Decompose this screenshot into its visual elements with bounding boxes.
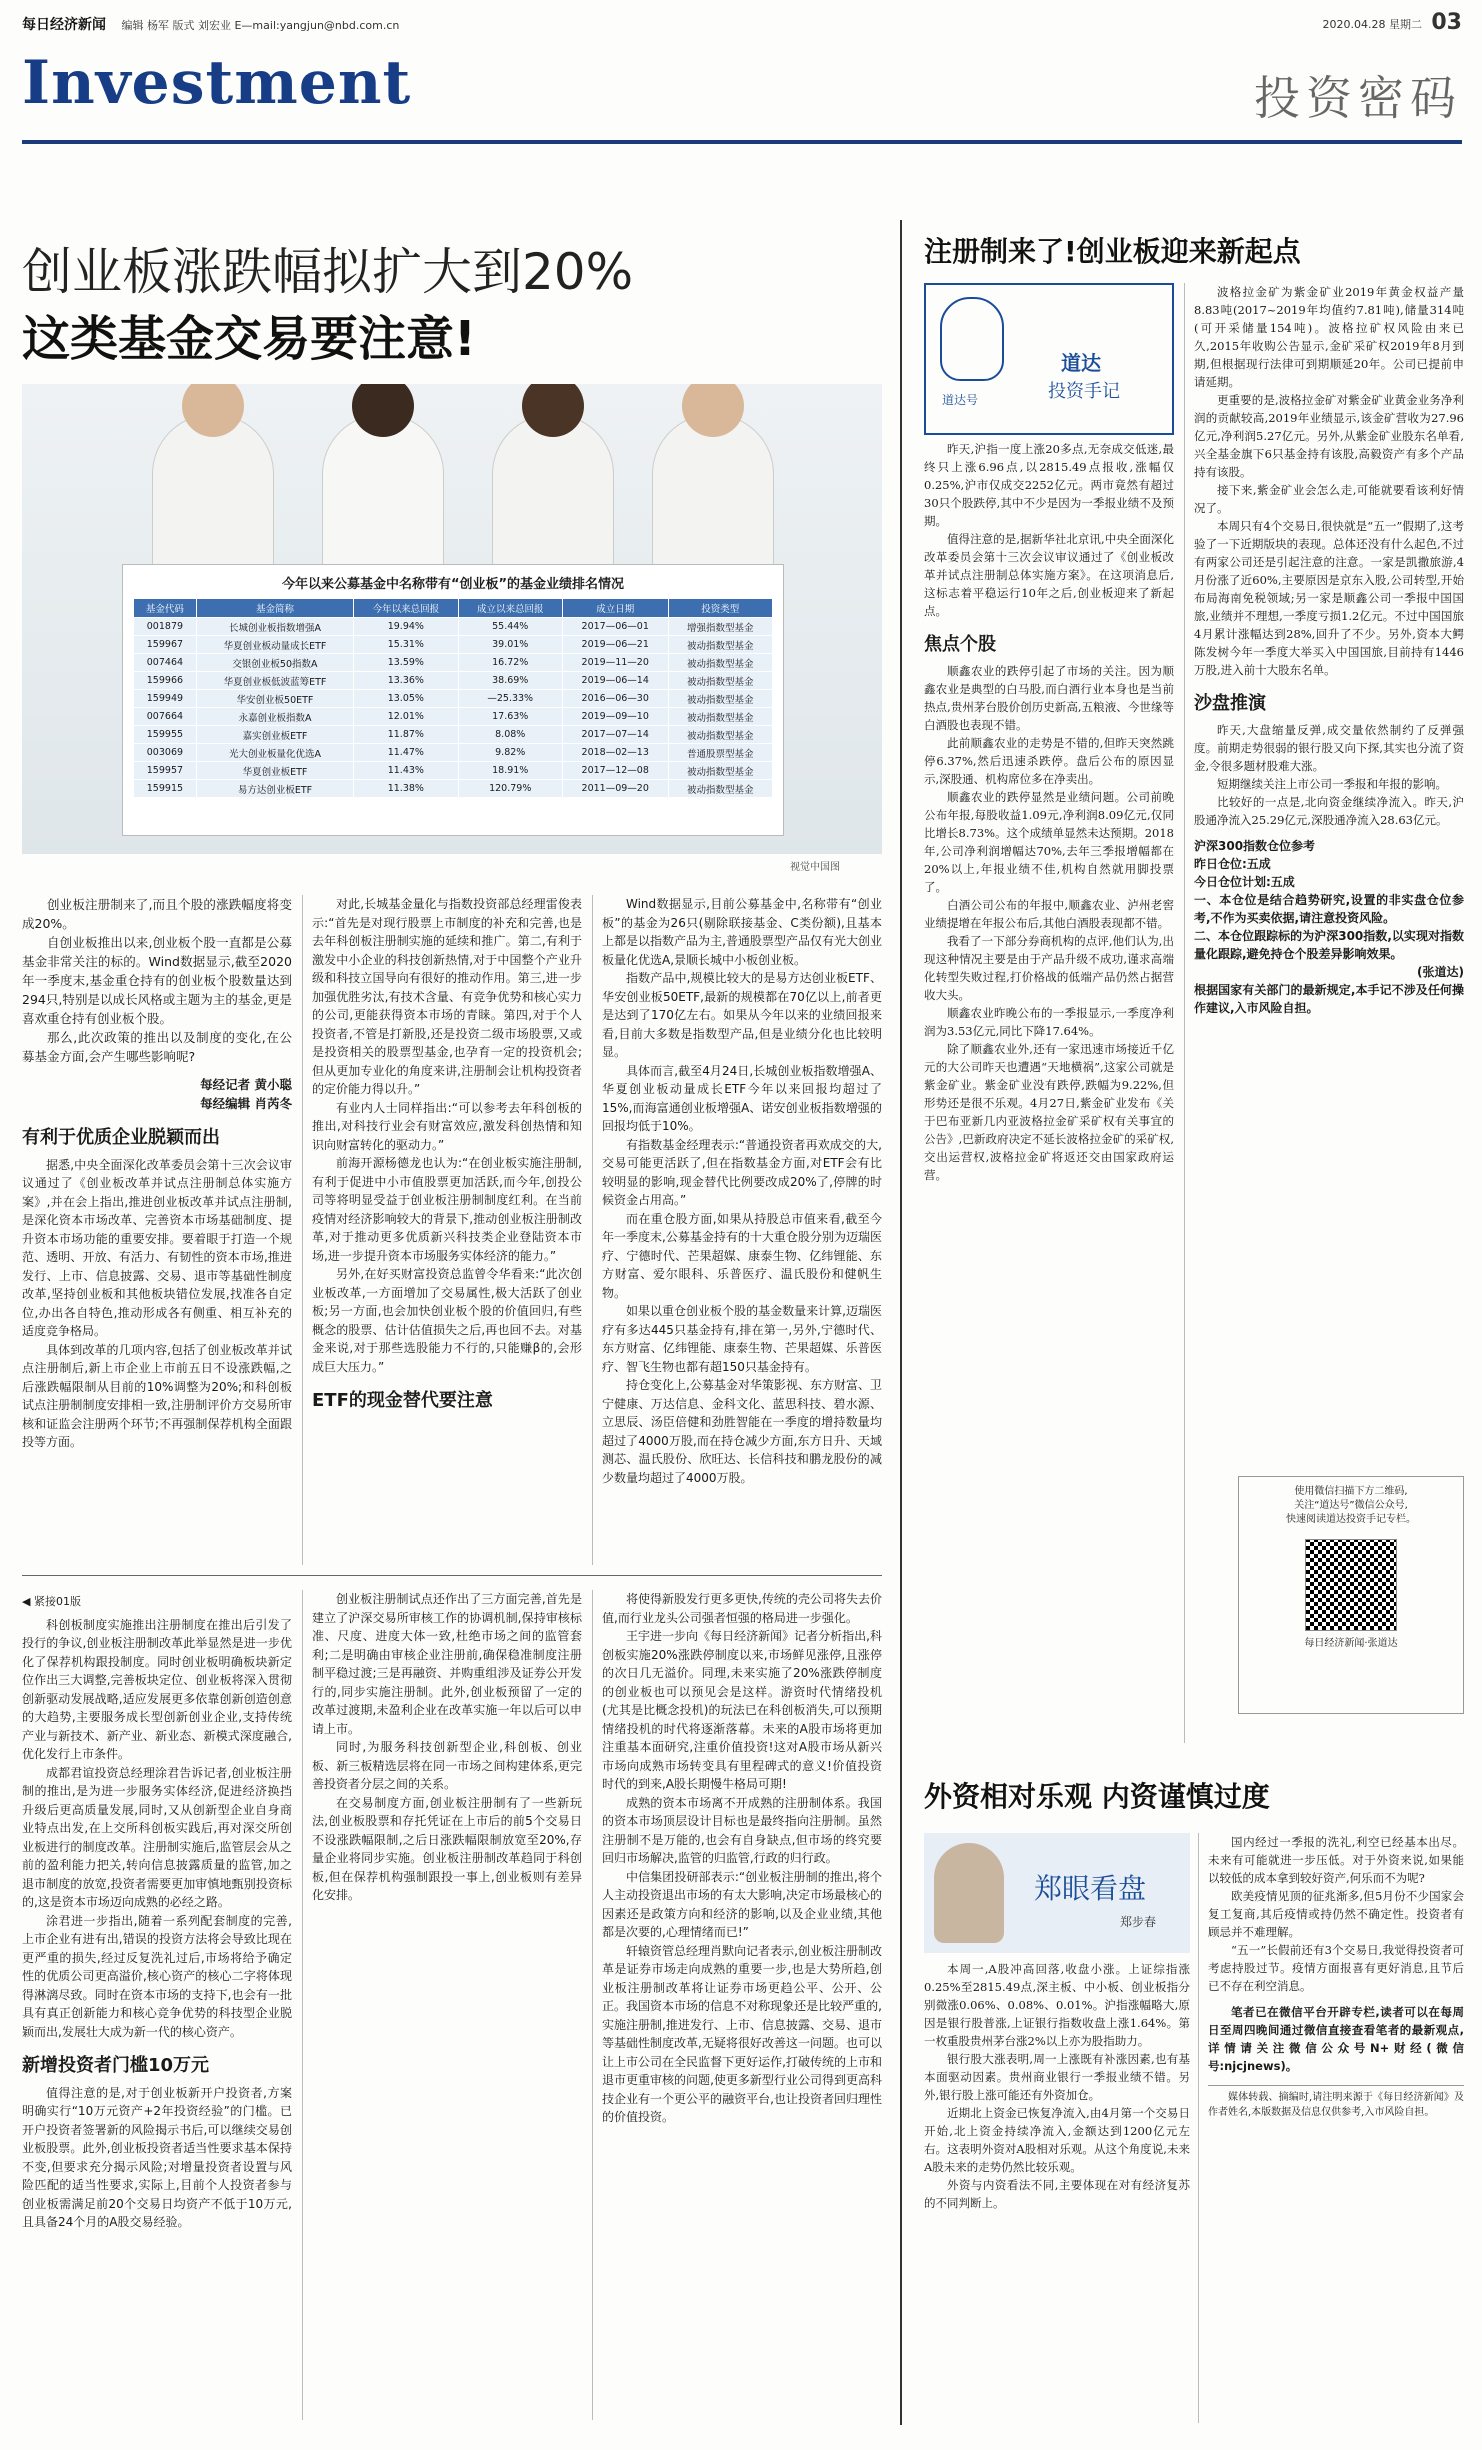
table-cell: 007664	[134, 708, 197, 726]
section-title-cn: 投资密码	[1254, 71, 1462, 125]
column-name-2: 郑眼看盘	[1034, 1872, 1147, 1905]
table-cell: 2019—09—10	[562, 708, 668, 726]
masthead	[22, 40, 1462, 144]
top-bar	[22, 10, 1462, 36]
body-paragraph: 中信集团投研部表示:“创业板注册制的推出,将个人主动投资退出市场的有太大影响,决定市场最核心的因素还是政策方向和经济的影响,以及企业业绩,其他都是次要的,心理情绪而已!”	[602, 1869, 882, 1939]
table-cell: 15.31%	[354, 636, 458, 654]
table-cell: 2017—12—08	[562, 762, 668, 780]
table-cell: 2019—06—14	[562, 672, 668, 690]
subhead-focus: 焦点个股	[924, 634, 996, 655]
body-paragraph: 银行股大涨表明,周一上涨既有补涨因素,也有基本面驱动因素。贵州商业银行一季报业绩不错。另外,银行股上涨可能还有外资加仓。	[924, 2052, 1190, 2102]
body-paragraph: 短期继续关注上市公司一季报和年报的影响。	[1217, 777, 1447, 791]
editor-info: 编辑 杨军 版式 刘宏业 E—mail:yangjun@nbd.com.cn	[121, 19, 400, 32]
table-cell: 18.91%	[458, 762, 562, 780]
right-column-b	[1194, 283, 1464, 1017]
table-cell: 11.47%	[354, 744, 458, 762]
table-cell: 2011—09—20	[562, 780, 668, 798]
body-paragraph: 涂君进一步指出,随着一系列配套制度的完善,上市企业有进有出,错误的投资方法将会导致比现在更严重的损失,经过反复洗礼过后,市场将给予确定性的优质公司更高溢价,核心资产的核心二字将体现得淋漓尽致。同时在资本市场的支持下,也会有一批具有真正创新能力和核心竞争优势的科技型企业脱颖而出,发展壮大成为新一代的核心资产。	[22, 1913, 292, 2039]
column-divider	[1184, 283, 1185, 1743]
body-paragraph: 轩辕资管总经理肖默向记者表示,创业板注册制改革是证券市场走向成熟的重要一步,也是大势所趋,创业板注册制改革将让证券市场更趋公平、公开、公正。我国资本市场的信息不对称现象还是比较严重的,实施注册制,推进发行、上市、信息披露、交易、退市等基础性制度改革,无疑将很好改善这一问题。也可以让上市公司在全民监督下更好运作,打破传统的上市和退市更重审核的问题,使更多新型行业公司得到更高科技企业有一个更公平的融资平台,也让投资者回归理性的价值投资。	[602, 1943, 882, 2124]
table-cell: 001879	[134, 618, 197, 636]
body-paragraph: 据悉,中央全面深化改革委员会第十三次会议审议通过了《创业板改革并试点注册制总体实施方案》,并在会上指出,推进创业板改革并试点注册制,是深化资本市场改革、完善资本市场基础制度、提升资本市场功能的重要安排。要着眼于打造一个规范、透明、开放、有活力、有韧性的资本市场,推进发行、上市、信息披露、交易、退市等基础性制度改革,坚持创业板和其他板块错位发展,找准各自定位,办出各自特色,推动形成各有侧重、相互补充的适度竞争格局。	[22, 1157, 292, 1338]
table-cell: 华夏创业板低波蓝筹ETF	[196, 672, 353, 690]
body-paragraph: “五一”长假前还有3个交易日,我觉得投资者可考虑持股过节。疫情方面报喜有更好消息,且节后已不存在利空消息。	[1208, 1943, 1464, 1993]
body-paragraph: 顺鑫农业的跌停显然是业绩问题。公司前晚公布年报,每股收益1.09元,净利润8.09亿元,仅同比增长8.73%。这个成绩单显然未达预期。2018年,公司净利润增幅达70%,去年三季报增幅都在20%以上,年报业绩不佳,机构自然就用脚投票了。	[924, 790, 1174, 894]
body-paragraph: 具体而言,截至4月24日,长城创业板指数增强A、华夏创业板动量成长ETF今年以来回报均超过了15%,而海富通创业板增强A、诺安创业板指数增强的回报均低于10%。	[602, 1063, 882, 1133]
table-row	[134, 708, 773, 726]
table-cell: 159955	[134, 726, 197, 744]
issue-date: 2020.04.28 星期二	[1322, 18, 1422, 31]
body-paragraph: 将使得新股发行更多更快,传统的壳公司将失去价值,而行业龙头公司强者恒强的格局进一步强化。	[602, 1592, 882, 1625]
table-cell: 16.72%	[458, 654, 562, 672]
table-header: 成立日期	[562, 599, 668, 618]
table-cell: 159915	[134, 780, 197, 798]
logo-small-text: 道达号	[942, 393, 979, 407]
fund-table-board	[122, 564, 784, 836]
table-cell: 17.63%	[458, 708, 562, 726]
body-paragraph: 同时,为服务科技创新型企业,科创板、创业板、新三板精选层将在同一市场之间构建体系,更完善投资者分层之间的关系。	[312, 1740, 582, 1791]
photo-credit: 视觉中国图	[790, 862, 840, 873]
body-paragraph: 值得注意的是,对于创业板新开户投资者,方案明确实行“10万元资产+2年投资经验”的门槛。已开户投资者签署新的风险揭示书后,可以继续交易创业板股票。此外,创业板投资者适当性要求基本保持不变,但要求充分揭示风险;对增量投资者设置与风险匹配的适当性要求,实际上,目前个人投资者参与创业板需满足前20个交易日均资产不低于10万元,且具备24个月的A股交易经验。	[22, 2085, 292, 2229]
column-divider	[592, 895, 593, 1565]
body-paragraph: 而在重仓股方面,如果从持股总市值来看,截至今年一季度末,公募基金持有的十大重仓股分别为迈瑞医疗、宁德时代、芒果超媒、康泰生物、亿纬锂能、东方财富、爱尔眼科、乐普医疗、温氏股份和健帆生物。	[602, 1211, 882, 1300]
body-paragraph: 昨天,大盘缩量反弹,成交量依然制约了反弹强度。前期走势很弱的银行股又向下探,其实也分流了资金,令很多题材股难大涨。	[1194, 723, 1464, 773]
table-cell: 交银创业板50指数A	[196, 654, 353, 672]
body-paragraph: 成熟的资本市场离不开成熟的注册制体系。我国的资本市场顶层设计目标也是最终指向注册制。虽然注册制不是万能的,也会有自身缺点,但市场的终究要回归市场解决,监管的归监管,行政的归行政。	[602, 1795, 882, 1865]
column-logo-zheng	[924, 1833, 1190, 1953]
body-paragraph: 昨天,沪指一度上涨20多点,无奈成交低迷,最终只上涨6.96点,以2815.49点报收,涨幅仅0.25%,沪市仅成交2252亿元。两市竟然有超过30只个股跌停,其中不少是因为一季报业绩不及预期。	[924, 442, 1174, 528]
table-cell: 2018—02—13	[562, 744, 668, 762]
table-cell: 增强指数型基金	[668, 618, 772, 636]
table-cell: 华安创业板50ETF	[196, 690, 353, 708]
table-cell: 2019—06—21	[562, 636, 668, 654]
table-cell: —25.33%	[458, 690, 562, 708]
column-author-2: 郑步春	[1120, 1915, 1157, 1929]
column-logo-daoda	[924, 283, 1174, 435]
table-row	[134, 672, 773, 690]
body-paragraph: 在交易制度方面,创业板注册制有了一些新玩法,创业板股票和存托凭证在上市后的前5个交易日不设涨跌幅限制,之后日涨跌幅限制放宽至20%,存量企业将同步实施。创业板注册制改革趋同于科创板,但在保荐机构强制跟投一事上,创业板则有差异化安排。	[312, 1795, 582, 1902]
body-paragraph: 顺鑫农业昨晚公布的一季报显示,一季度净利润为3.53亿元,同比下降17.64%。	[924, 1006, 1174, 1038]
table-cell: 13.59%	[354, 654, 458, 672]
table-cell: 被动指数型基金	[668, 654, 772, 672]
body-paragraph: 顺鑫农业的跌停引起了市场的关注。因为顺鑫农业是典型的白马股,而白酒行业本身也是当前热点,贵州茅台股价创历史新高,五粮液、今世缘等白酒股也表现不错。	[924, 664, 1174, 732]
table-cell: 55.44%	[458, 618, 562, 636]
table-cell: 159957	[134, 762, 197, 780]
table-cell: 8.08%	[458, 726, 562, 744]
table-cell: 被动指数型基金	[668, 708, 772, 726]
body-paragraph: 波格拉金矿为紫金矿业2019年黄金权益产量8.83吨(2017~2019年均值约7.81吨),储量314吨(可开采储量154吨)。波格拉矿权风险由来已久,2015年收购公告显示,金矿采矿权2019年8月到期,但根据现行法律可到期顺延20年。公司已提前申请延期。	[1194, 285, 1464, 389]
position-reference	[1194, 837, 1464, 1017]
column-divider	[302, 895, 303, 1565]
right-column-a	[924, 440, 1174, 1184]
position-note-2: 二、本仓位跟踪标的为沪深300指数,以实现对指数量化跟踪,避免持仓个股差异影响效果。	[1194, 929, 1464, 961]
table-cell: 光大创业板量化优选A	[196, 744, 353, 762]
body-paragraph: 近期北上资金已恢复净流入,由4月第一个交易日开始,北上资金持续净流入,金额达到1200亿元左右。这表明外资对A股相对乐观。从这个角度说,未来A股未来的走势仍然比较乐观。	[924, 2106, 1190, 2174]
table-row	[134, 636, 773, 654]
author-portrait-icon	[940, 297, 1004, 381]
reporter-name: 每经记者 黄小聪	[200, 1077, 292, 1092]
column-name: 投资手记	[1048, 381, 1120, 402]
body-paragraph: 值得注意的是,据新华社北京讯,中央全面深化改革委员会第十三次会议审议通过了《创业板改革并试点注册制总体实施方案》。在这项消息后,这标志着平稳运行10年之后,创业板迎来了新起点。	[924, 532, 1174, 618]
right-column-d	[1208, 1833, 1464, 2120]
article-column-3	[602, 895, 882, 1487]
article-column-2	[312, 895, 582, 1419]
body-paragraph: 国内经过一季报的洗礼,利空已经基本出尽。未来有可能就进一步压低。对于外资来说,如果能以较低的成本拿到较好资产,何乐而不为呢?	[1208, 1835, 1464, 1885]
body-paragraph: 更重要的是,波格拉金矿对紫金矿业黄金业务净利润的贡献较高,2019年业绩显示,该金矿营收为27.96亿元,净利润5.27亿元。另外,从紫金矿业股东名单看,兴全基金旗下6只基金持有该股,高毅资产有多个产品持有该股。	[1194, 393, 1464, 479]
page-divider	[900, 220, 902, 2425]
column-author: 道达	[1061, 351, 1101, 375]
table-cell: 易方达创业板ETF	[196, 780, 353, 798]
article-column-4	[22, 1585, 292, 2232]
table-cell: 11.43%	[354, 762, 458, 780]
body-paragraph: 比较好的一点是,北向资金继续净流入。昨天,沪股通净流入25.29亿元,深股通净流入28.63亿元。	[1194, 795, 1464, 827]
body-paragraph: 此前顺鑫农业的走势是不错的,但昨天突然跳停6.37%,然后迅速杀跌停。盘后公布的原因显示,深股通、机构席位多在净卖出。	[924, 736, 1174, 786]
table-cell: 永嘉创业板指数A	[196, 708, 353, 726]
body-paragraph: 欧美疫情见顶的征兆渐多,但5月份不少国家会复工复商,其后疫情或持仍然不确定性。投资者有顾忌并不难理解。	[1208, 1889, 1464, 1939]
table-cell: 普通股票型基金	[668, 744, 772, 762]
body-paragraph: 有业内人士同样指出:“可以参考去年科创板的推出,对科技行业会有财富效应,激发科创热情和知识向财富转化的驱动力。”	[312, 1100, 582, 1152]
right-headline: 注册制来了!创业板迎来新起点	[924, 235, 1301, 268]
fund-table	[133, 598, 773, 798]
page-number: 03	[1431, 10, 1462, 35]
column-divider	[302, 1590, 303, 2420]
table-cell: 长城创业板指数增强A	[196, 618, 353, 636]
body-paragraph: 另外,在好买财富投资总监曾令华看来:“此次创业板改革,一方面增加了交易属性,极大活跃了创业板;另一方面,也会加快创业板个股的价值回归,有些概念的股票、估计估值损失之后,再也回不去。对基金来说,对于那些选股能力不行的,只能赚β的,会形成巨大压力。”	[312, 1267, 582, 1374]
author-photo-icon	[934, 1843, 1004, 1943]
table-cell: 2016—06—30	[562, 690, 668, 708]
editor-name: 每经编辑 肖芮冬	[200, 1095, 292, 1111]
table-cell: 39.01%	[458, 636, 562, 654]
qr-code-icon[interactable]	[1305, 1539, 1397, 1631]
fund-table-title: 今年以来公募基金中名称带有“创业板”的基金业绩排名情况	[281, 577, 625, 592]
qr-code-box	[1238, 1476, 1464, 1714]
table-cell: 159967	[134, 636, 197, 654]
table-cell: 被动指数型基金	[668, 780, 772, 798]
headline-main: 创业板涨跌幅拟扩大到20%	[22, 243, 634, 301]
table-cell: 159966	[134, 672, 197, 690]
article-column-5	[312, 1590, 582, 1905]
subhead-sandbox: 沙盘推演	[1194, 693, 1266, 714]
qr-text-3: 快速阅读道达投资手记专栏。	[1286, 1514, 1416, 1525]
position-signature: (张道达)	[1417, 965, 1464, 979]
position-today: 今日仓位计划:五成	[1194, 875, 1295, 889]
newspaper-brand: 每日经济新闻	[22, 17, 106, 33]
column-divider	[592, 1590, 593, 2420]
body-paragraph: 如果以重仓创业板个股的基金数量来计算,迈瑞医疗有多达445只基金持有,排在第一,另外,宁德时代、东方财富、亿纬锂能、康泰生物、芒果超媒、乐普医疗、智飞生物也都有超150只基金持有。	[602, 1304, 882, 1374]
lead-paragraph-2: 自创业板推出以来,创业板个股一直都是公募基金非常关注的标的。Wind数据显示,截至2020年一季度末,基金重仓持有的创业板个股数量达到294只,特别是以成长风格或主题为主的基金,更是喜欢重仓持有创业板个股。	[22, 935, 292, 1026]
table-cell: 007464	[134, 654, 197, 672]
table-cell: 120.79%	[458, 780, 562, 798]
table-header: 投资类型	[668, 599, 772, 618]
table-cell: 2017—07—14	[562, 726, 668, 744]
qr-text-2: 关注“道达号”微信公众号,	[1294, 1500, 1408, 1511]
subhead-1: 有利于优质企业脱颖而出	[22, 1127, 220, 1148]
table-cell: 被动指数型基金	[668, 762, 772, 780]
body-paragraph: 前海开源杨德龙也认为:“在创业板实施注册制,有利于促进中小市值股票更加活跃,而今年,创投公司等将明显受益于创业板注册制制度红利。在当前疫情对经济影响较大的背景下,推动创业板注册制改革,对于推动更多优质新兴科技类企业登陆资本市场,进一步提升资本市场服务实体经济的能力。”	[312, 1156, 582, 1263]
table-row	[134, 780, 773, 798]
body-paragraph: 外资与内资看法不同,主要体现在对有经济复苏的不同判断上。	[924, 2178, 1190, 2210]
continued-tag: ◀ 紧接01版	[22, 1595, 81, 1608]
right-column-c	[924, 1960, 1190, 2212]
table-row	[134, 744, 773, 762]
article-column-1	[22, 895, 292, 1452]
table-header: 基金代码	[134, 599, 197, 618]
table-cell: 13.05%	[354, 690, 458, 708]
position-yesterday: 昨日仓位:五成	[1194, 857, 1271, 871]
table-row	[134, 690, 773, 708]
body-paragraph: 具体到改革的几项内容,包括了创业板改革并试点注册制后,新上市企业上市前五日不设涨跌幅,之后涨跌幅限制从目前的10%调整为20%;和科创板试点注册制制度安排相一致,注册制评价方交易所审核和证监会注册两个环节;不再强制保荐机构全面跟投等方面。	[22, 1342, 292, 1449]
author-note: 笔者已在微信平台开辟专栏,读者可以在每周日至周四晚间通过微信直接查看笔者的最新观点,详情请关注微信公众号N+财经(微信号:njcjnews)。	[1208, 2005, 1464, 2073]
body-paragraph: 对此,长城基金量化与指数投资部总经理雷俊表示:“首先是对现行股票上市制度的补充和完善,也是去年科创板注册制实施的延续和推广。第二,有利于激发中小企业的科技创新热情,对于中国整个产业升级和科技立国导向有很好的推动作用。第三,进一步加强优胜劣汰,有技术含量、有竞争优势和核心实力的公司,更能获得资本市场的青睐。第四,对于个人投资者,不管是打新股,还是投资二级市场股票,又或是投资相关的股票型基金,也孕育一定的投资机会;但从更加专业化的角度来讲,注册制会让机构投资者的定价能力得以升。”	[312, 897, 582, 1096]
body-paragraph: 成都君谊投资总经理涂君告诉记者,创业板注册制的推出,是为进一步服务实体经济,促进经济换挡升级后更高质量发展,同时,又从创新型企业自身商业特点出发,在上交所科创板实践后,再对深交所创业板进行的制度改革。注册制实施后,监管层会从之前的盈利能力把关,转向信息披露质量的监管,加之退市制度的放宽,投资者需要更加审慎地甄别投资标的,这是资本市场迈向成熟的必经之路。	[22, 1765, 292, 1909]
table-header: 今年以来总回报	[354, 599, 458, 618]
table-cell: 被动指数型基金	[668, 636, 772, 654]
table-cell: 159949	[134, 690, 197, 708]
table-cell: 华夏创业板动量成长ETF	[196, 636, 353, 654]
table-cell: 11.38%	[354, 780, 458, 798]
table-cell: 19.94%	[354, 618, 458, 636]
table-cell: 12.01%	[354, 708, 458, 726]
table-row	[134, 654, 773, 672]
section-divider	[22, 1575, 882, 1576]
body-paragraph: 创业板注册制试点还作出了三方面完善,首先是建立了沪深交易所审核工作的协调机制,保持审核标准、尺度、进度大体一致,杜绝市场之间的监管套利;二是明确由审核企业注册前,确保稳准制度注册制平稳过渡;三是再融资、并购重组涉及证券公开发行的,同步实施注册制。此外,创业板预留了一定的改革过渡期,未盈利企业在改革实施一年以后可以申请上市。	[312, 1592, 582, 1736]
body-paragraph: Wind数据显示,目前公募基金中,名称带有“创业板”的基金为26只(剔除联接基金、C类份额),且基本上都是以指数产品为主,普通股票型产品仅有光大创业板量化优选A,景顺长城中小板创业板。	[602, 897, 882, 967]
table-row	[134, 618, 773, 636]
table-cell: 38.69%	[458, 672, 562, 690]
body-paragraph: 接下来,紫金矿业会怎么走,可能就要看该利好情况了。	[1194, 483, 1464, 515]
body-paragraph: 持仓变化上,公募基金对华策影视、东方财富、卫宁健康、万达信息、金科文化、蓝思科技、碧水源、立思辰、汤臣倍健和劲胜智能在一季度的增持数量均超过了4000万股,而在持仓减少方面,东方日升、天域测芯、温氏股份、欣旺达、长信科技和鹏龙股份的减少数量均超过了4000万股。	[602, 1378, 882, 1485]
table-cell: 13.36%	[354, 672, 458, 690]
body-paragraph: 我看了一下部分券商机构的点评,他们认为,出现这种情况主要是由于产品升级不成功,谨求高端化转型失败过程,打价格战的低端产品仍然占据营收大头。	[924, 934, 1174, 1002]
lead-paragraph-3: 那么,此次政策的推出以及制度的变化,在公募基金方面,会产生哪些影响呢?	[22, 1030, 292, 1064]
byline	[22, 1076, 292, 1113]
table-cell: 被动指数型基金	[668, 690, 772, 708]
position-note-1: 一、本仓位是结合趋势研究,设置的非实盘仓位参考,不作为买卖依据,请注意投资风险。	[1194, 893, 1464, 925]
lead-paragraph: 创业板注册制来了,而且个股的涨跌幅度将变成20%。	[22, 897, 292, 931]
body-paragraph: 科创板制度实施推出注册制度在推出后引发了投行的争议,创业板注册制改革此举显然是进一步优化了保荐机构跟投制度。同时创业板明确板块新定位作出三大调整,完善板块定位、创业板将深入贯彻创新驱动发展战略,适应发展更多依靠创新创造创意的大趋势,主要服务成长型创新创业企业,支持传统产业与新技术、新产业、新业态、新模式深度融合,优化发行上市条件。	[22, 1617, 292, 1761]
qr-text-1: 使用微信扫描下方二维码,	[1294, 1486, 1408, 1497]
subhead-3: 新增投资者门槛10万元	[22, 2055, 210, 2076]
table-header: 基金简称	[196, 599, 353, 618]
body-paragraph: 白酒公司公布的年报中,顺鑫农业、泸州老窖业绩提增在年报公布后,其他白酒股表现都不错。	[924, 898, 1174, 930]
table-cell: 被动指数型基金	[668, 672, 772, 690]
table-cell: 2017—06—01	[562, 618, 668, 636]
article-column-6	[602, 1590, 882, 2127]
body-paragraph: 除了顺鑫农业外,还有一家迅速市场接近千亿元的大公司昨天也遭遇“天地横祸”,这家公司就是紫金矿业。紫金矿业没有跌停,跌幅为9.22%,但形势还是很不乐观。4月27日,紫金矿业发布《关于巴布亚新几内亚波格拉金矿采矿权有关事宜的公告》,巴新政府决定不延长波格拉金矿的采矿权,交出运营权,波格拉金矿将返还交由国家政府运营。	[924, 1042, 1174, 1182]
position-disclaimer: 根据国家有关部门的最新规定,本手记不涉及任何操作建议,入市风险自担。	[1194, 983, 1464, 1015]
column-divider	[1198, 1833, 1199, 2423]
reprint-disclaimer: 媒体转载、摘编时,请注明来源于《每日经济新闻》及作者姓名,本版数据及信息仅供参考,入市风险自担。	[1208, 2085, 1464, 2120]
body-paragraph: 有指数基金经理表示:“普通投资者再欢成交的大,交易可能更活跃了,但在指数基金方面,对ETF会有比较明显的影响,现金替代比例要改成20%了,停牌的时候资金占用高。”	[602, 1137, 882, 1207]
body-paragraph: 本周一,A股冲高回落,收盘小涨。上证综指涨0.25%至2815.49点,深主板、中小板、创业板指分别微涨0.06%、0.08%、0.01%。沪指涨幅略大,原因是银行股普涨,上证银行指数收盘上涨1.64%。第一枚重股贵州茅台涨2%以上亦为股指助力。	[924, 1962, 1190, 2048]
section-title-en: Investment	[22, 48, 412, 118]
table-cell: 003069	[134, 744, 197, 762]
right-headline-2: 外资相对乐观 内资谨慎过度	[924, 1780, 1270, 1813]
subhead-2: ETF的现金替代要注意	[312, 1390, 493, 1411]
headline-sub: 这类基金交易要注意!	[22, 311, 476, 367]
table-cell: 华夏创业板ETF	[196, 762, 353, 780]
position-title: 沪深300指数仓位参考	[1194, 839, 1316, 853]
body-paragraph: 指数产品中,规模比较大的是易方达创业板ETF、华安创业板50ETF,最新的规模都在70亿以上,前者更是达到了170亿左右。如果从今年以来的业绩回报来看,目前大多数是指数型产品,但是业绩分化也比较明显。	[602, 971, 882, 1059]
table-row	[134, 762, 773, 780]
table-header: 成立以来总回报	[458, 599, 562, 618]
table-row	[134, 726, 773, 744]
table-cell: 9.82%	[458, 744, 562, 762]
qr-caption: 每日经济新闻·张道达	[1304, 1638, 1398, 1649]
table-cell: 被动指数型基金	[668, 726, 772, 744]
body-paragraph: 本周只有4个交易日,很快就是“五一”假期了,这考验了一下近期版块的表现。总体还没有什么起色,不过有两家公司还是引起注意的注意。一家是凯撒旅游,4月份涨了近60%,主要原因是京东入股,公司转型,开始布局海南免税领域;另一家是顺鑫公司一季报中国国旅,业绩并不理想,一季度亏损1.2亿元。不过中国国旅4月累计涨幅达到28%,回升了不少。另外,资本大鳄陈发树今年一季度大举买入中国国旅,目前持有1446万股,进入前十大股东名单。	[1194, 519, 1464, 677]
body-paragraph: 王宇进一步向《每日经济新闻》记者分析指出,科创板实施20%涨跌停制度以来,市场鲜见涨停,且涨停的次日几无溢价。同理,未来实施了20%涨跌停制度的创业板也可以预见会是这样。游资时代情绪投机(尤其是比概念投机)的玩法已在科创板消失,可以预期情绪投机的时代将逐渐落幕。未来的A股市场将更加注重基本面研究,注重价值投资!这对A股市场从新兴市场向成熟市场转变具有里程碑式的意义!价值投资时代的到来,A股长期慢牛格局可期!	[602, 1629, 882, 1791]
table-cell: 嘉实创业板ETF	[196, 726, 353, 744]
table-cell: 2019—11—20	[562, 654, 668, 672]
lead-photo	[22, 384, 882, 854]
table-cell: 11.87%	[354, 726, 458, 744]
